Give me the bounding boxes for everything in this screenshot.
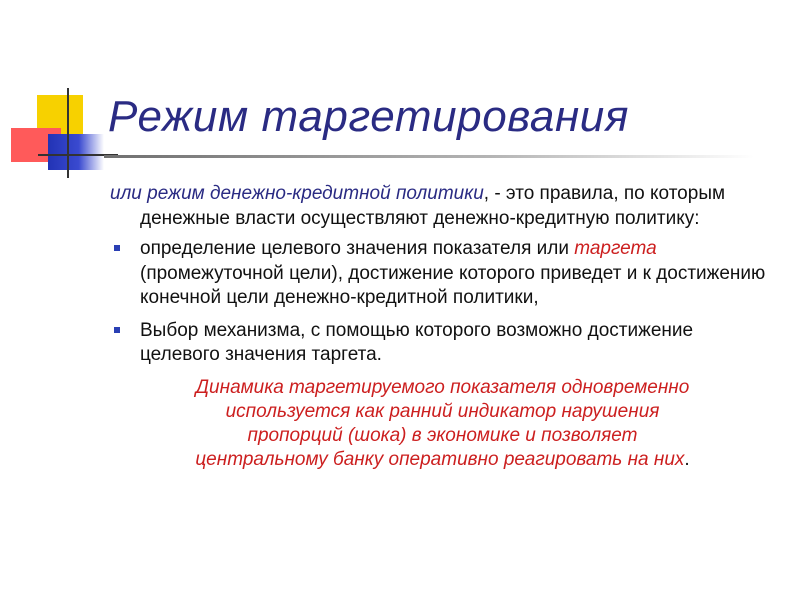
note-end-punct: . <box>684 448 690 470</box>
intro-term: или режим денежно-кредитной политики <box>110 183 484 204</box>
note-line: Динамика таргетируемого показателя одновременно <box>195 376 690 398</box>
decor-vertical-line <box>67 88 69 178</box>
bullet-1-after: (промежуточной цели), достижение которого приведет и к достижению конечной цели денежно-кредитной политики, <box>140 262 766 308</box>
red-note <box>110 376 775 472</box>
bullet-list <box>110 237 775 368</box>
title-underline <box>104 155 754 158</box>
bullet-2-text: Выбор механизма, с помощью которого возможно достижение целевого значения таргета. <box>140 319 694 365</box>
slide-title: Режим таргетирования <box>108 92 629 141</box>
square-bullet-icon <box>114 245 120 251</box>
bullet-1-before: определение целевого значения показателя или <box>140 238 575 259</box>
slide-body <box>110 182 775 472</box>
bullet-item-mechanism <box>110 319 775 368</box>
decor-blue-gradient-bar <box>48 134 104 170</box>
bullet-1-highlight: таргета <box>574 238 657 259</box>
intro-paragraph <box>110 182 775 231</box>
bullet-item-target <box>110 237 775 311</box>
note-line: используется как ранний индикатор нарушения <box>225 400 660 422</box>
intro-rest: , - это правила, по которым денежные власти осуществляют денежно-кредитную политику: <box>140 183 726 229</box>
square-bullet-icon <box>114 327 120 333</box>
note-line: пропорций (шока) в экономике и позволяет <box>247 424 638 446</box>
note-line: центральному банку оперативно реагировать на них <box>195 448 685 470</box>
